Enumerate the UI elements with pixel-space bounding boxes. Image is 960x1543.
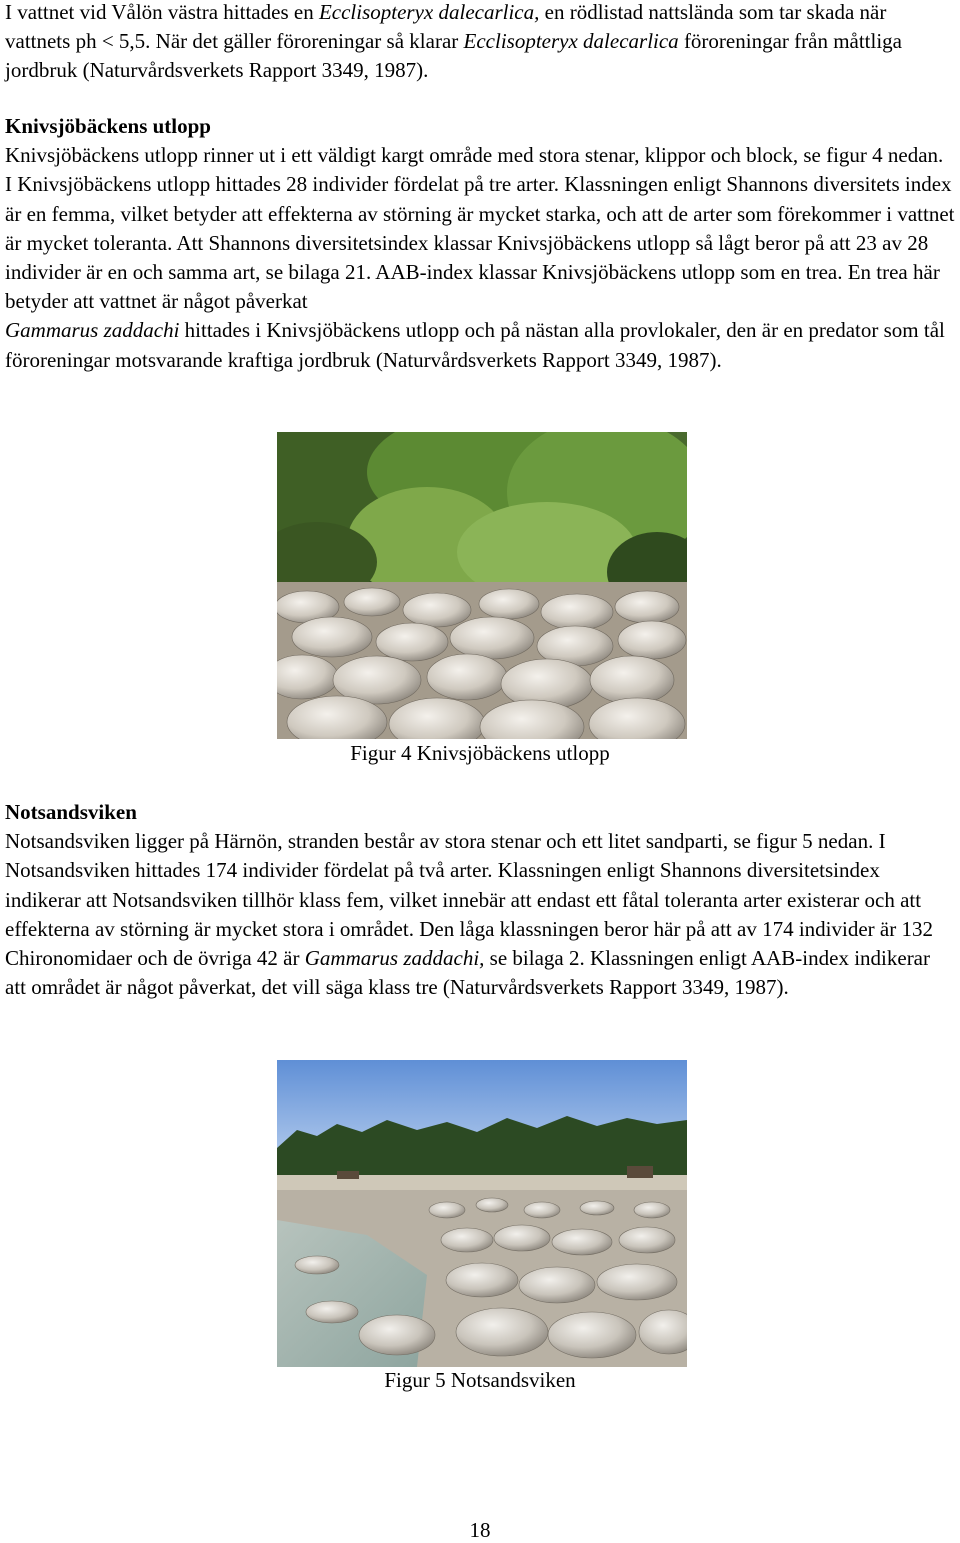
figure-5-photo bbox=[277, 1060, 687, 1367]
section-knivsjobacken bbox=[5, 112, 955, 375]
figure-4-caption: Figur 4 Knivsjöbäckens utlopp bbox=[350, 741, 610, 765]
page-number: 18 bbox=[469, 1518, 491, 1542]
paragraph-text: se bilaga 2. Klassningen enligt AAB-index indikerar att området är något påverkat, det vill säga klass tre (Naturvårdsverkets Rapport 3349, 1987). bbox=[5, 946, 930, 1000]
section-paragraph bbox=[5, 827, 955, 1002]
paragraph-text: Notsandsviken ligger på Härnön, stranden består av stora stenar och ett litet sandparti, se figur 5 nedan. I Notsandsviken hittades 174 individer fördelat på två arter. Klassningen enligt Shannons diversitetsindex indikerar att Notsandsviken tillhör klass fem, vilket innebär att endast ett fåtal toleranta arter existerar och att effekterna av störning är mycket stora i området. Den låga klassningen beror här på att av 174 individer är 132 Chironomidaer och de övriga 42 är bbox=[5, 829, 933, 971]
section-paragraph bbox=[5, 141, 955, 375]
figure-4-photo bbox=[277, 432, 687, 739]
intro-text-3: föroreningar från måttliga jordbruk (Naturvårdsverkets Rapport 3349, 1987). bbox=[5, 29, 903, 83]
species-name: Gammarus zaddachi, bbox=[304, 946, 485, 971]
paragraph-text: hittades i Knivsjöbäckens utlopp och på nästan alla provlokaler, den är en predator som tål föroreningar motsvarande kraftiga jordbruk (Naturvårdsverkets Rapport 3349, 1987). bbox=[5, 318, 945, 372]
species-name: Gammarus zaddachi bbox=[5, 318, 180, 343]
section-heading: Knivsjöbäckens utlopp bbox=[5, 114, 211, 138]
species-name: Ecclisopteryx dalecarlica bbox=[463, 29, 679, 54]
rocky-stream-photo bbox=[277, 432, 687, 739]
intro-text-2: en rödlistad nattslända som tar skada när vattnets ph < 5,5. När det gäller föroreningar så klarar bbox=[5, 0, 887, 54]
paragraph-text: Knivsjöbäckens utlopp rinner ut i ett väldigt kargt område med stora stenar, klippor och block, se figur 4 nedan. I Knivsjöbäckens utlopp hittades 28 individer fördelat på tre arter. Klassningen enligt Shannons diversitets index är en femma, vilket betyder att effekterna av störning är mycket starka, och att de arter som förekommer i vattnet är mycket toleranta. Att Shannons diversitetsindex klassar Knivsjöbäckens utlopp så lågt beror på att 23 av 28 individer är en och samma art, se bilaga 21. AAB-index klassar Knivsjöbäckens utlopp som en trea. En trea här betyder att vattnet är något påverkat bbox=[5, 143, 955, 314]
intro-paragraph bbox=[5, 0, 955, 86]
species-name: Ecclisopteryx dalecarlica, bbox=[318, 0, 540, 24]
shoreline-photo bbox=[277, 1060, 687, 1367]
intro-text-1: I vattnet vid Vålön västra hittades en bbox=[5, 0, 319, 24]
figure-5-caption: Figur 5 Notsandsviken bbox=[384, 1368, 576, 1392]
section-heading: Notsandsviken bbox=[5, 800, 137, 824]
section-notsandsviken bbox=[5, 798, 955, 1002]
